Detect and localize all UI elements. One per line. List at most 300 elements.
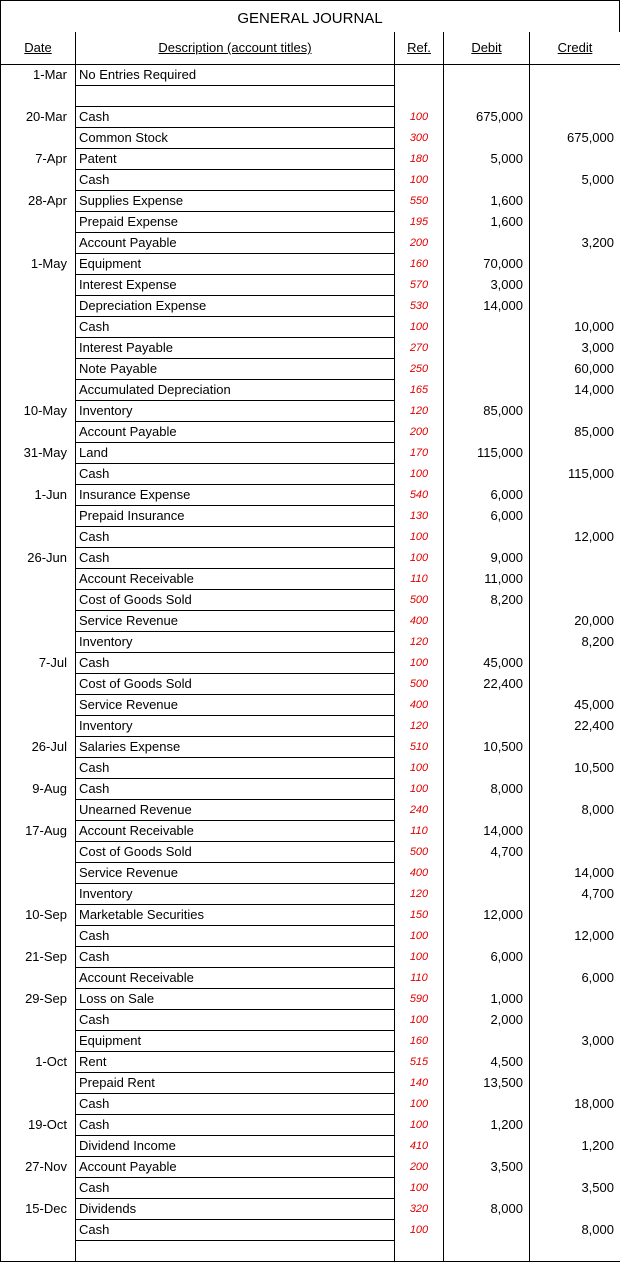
entry-date: 7-Jul [1, 652, 76, 673]
entry-date [1, 631, 76, 652]
table-row [1, 400, 620, 421]
entry-date: 10-Sep [1, 904, 76, 925]
ref-number: 400 [395, 862, 444, 883]
table-row [1, 1240, 620, 1261]
credit-amount [530, 274, 620, 295]
credit-amount [530, 505, 620, 526]
ref-number: 120 [395, 883, 444, 904]
account-title: Inventory [76, 883, 395, 904]
debit-amount [444, 358, 530, 379]
credit-amount [530, 1009, 620, 1030]
table-row [1, 190, 620, 211]
debit-amount [444, 799, 530, 820]
debit-amount [444, 337, 530, 358]
account-title: Salaries Expense [76, 736, 395, 757]
debit-amount [444, 925, 530, 946]
table-row [1, 589, 620, 610]
entry-date [1, 568, 76, 589]
credit-amount [530, 778, 620, 799]
ref-number: 100 [395, 1114, 444, 1135]
entry-date: 9-Aug [1, 778, 76, 799]
debit-amount: 14,000 [444, 820, 530, 841]
ref-number: 100 [395, 946, 444, 967]
entry-date [1, 841, 76, 862]
entry-date [1, 1177, 76, 1198]
credit-amount: 5,000 [530, 169, 620, 190]
debit-amount [444, 85, 530, 106]
entry-date [1, 883, 76, 904]
credit-amount [530, 1051, 620, 1072]
entry-date: 17-Aug [1, 820, 76, 841]
table-row [1, 337, 620, 358]
ref-number: 100 [395, 1093, 444, 1114]
entry-date [1, 169, 76, 190]
debit-amount: 1,000 [444, 988, 530, 1009]
account-title: Account Receivable [76, 820, 395, 841]
account-title: Cash [76, 463, 395, 484]
table-row [1, 820, 620, 841]
account-title: Loss on Sale [76, 988, 395, 1009]
ref-number: 500 [395, 589, 444, 610]
debit-amount [444, 862, 530, 883]
table-row [1, 1198, 620, 1219]
debit-amount: 1,600 [444, 211, 530, 232]
entry-date: 21-Sep [1, 946, 76, 967]
table-row [1, 106, 620, 127]
table-row [1, 631, 620, 652]
ref-number: 100 [395, 652, 444, 673]
account-title: Equipment [76, 253, 395, 274]
debit-amount [444, 715, 530, 736]
table-row [1, 484, 620, 505]
entry-date [1, 673, 76, 694]
table-row [1, 211, 620, 232]
credit-amount: 8,200 [530, 631, 620, 652]
debit-amount: 3,500 [444, 1156, 530, 1177]
ref-number: 270 [395, 337, 444, 358]
debit-amount [444, 1135, 530, 1156]
table-row [1, 295, 620, 316]
debit-amount [444, 232, 530, 253]
table-row [1, 1114, 620, 1135]
account-title [76, 85, 395, 106]
table-row [1, 253, 620, 274]
ref-number: 200 [395, 421, 444, 442]
credit-amount [530, 85, 620, 106]
ref-number: 120 [395, 400, 444, 421]
ref-number: 110 [395, 568, 444, 589]
table-row [1, 988, 620, 1009]
debit-amount: 3,000 [444, 274, 530, 295]
entry-date: 19-Oct [1, 1114, 76, 1135]
ref-number: 530 [395, 295, 444, 316]
credit-amount [530, 736, 620, 757]
account-title: Service Revenue [76, 610, 395, 631]
ref-number: 250 [395, 358, 444, 379]
table-row [1, 127, 620, 148]
header-row [1, 32, 620, 64]
debit-amount [444, 1240, 530, 1261]
credit-amount: 4,700 [530, 883, 620, 904]
credit-column-header: Credit [530, 32, 620, 64]
credit-amount: 60,000 [530, 358, 620, 379]
entry-date [1, 1219, 76, 1240]
entry-date [1, 211, 76, 232]
debit-amount [444, 1177, 530, 1198]
credit-amount: 675,000 [530, 127, 620, 148]
entry-date [1, 1093, 76, 1114]
debit-amount: 70,000 [444, 253, 530, 274]
ref-number: 240 [395, 799, 444, 820]
debit-amount [444, 610, 530, 631]
table-row [1, 1156, 620, 1177]
credit-amount [530, 1198, 620, 1219]
ref-number: 160 [395, 253, 444, 274]
entry-date: 7-Apr [1, 148, 76, 169]
debit-amount [444, 421, 530, 442]
credit-amount [530, 547, 620, 568]
ref-number: 100 [395, 547, 444, 568]
account-title: Cash [76, 757, 395, 778]
debit-amount: 45,000 [444, 652, 530, 673]
ref-number: 500 [395, 673, 444, 694]
debit-amount: 115,000 [444, 442, 530, 463]
table-row [1, 799, 620, 820]
debit-amount [444, 694, 530, 715]
table-row [1, 757, 620, 778]
table-row [1, 64, 620, 85]
entry-date [1, 421, 76, 442]
credit-amount: 45,000 [530, 694, 620, 715]
account-title: Common Stock [76, 127, 395, 148]
debit-amount [444, 1030, 530, 1051]
table-row [1, 85, 620, 106]
ref-number: 590 [395, 988, 444, 1009]
table-row [1, 1093, 620, 1114]
account-title: Cash [76, 925, 395, 946]
entry-date [1, 757, 76, 778]
account-title: Unearned Revenue [76, 799, 395, 820]
credit-amount [530, 652, 620, 673]
debit-amount: 6,000 [444, 505, 530, 526]
credit-amount [530, 442, 620, 463]
ref-number: 100 [395, 1219, 444, 1240]
credit-amount: 8,000 [530, 1219, 620, 1240]
account-title: Cash [76, 1177, 395, 1198]
ref-number: 100 [395, 316, 444, 337]
journal-table [0, 32, 620, 1262]
debit-amount [444, 883, 530, 904]
ref-number: 120 [395, 631, 444, 652]
table-row [1, 736, 620, 757]
table-row [1, 778, 620, 799]
entry-date [1, 967, 76, 988]
entry-date [1, 232, 76, 253]
account-title: Cash [76, 169, 395, 190]
entry-date: 15-Dec [1, 1198, 76, 1219]
credit-amount: 22,400 [530, 715, 620, 736]
table-row [1, 967, 620, 988]
table-row [1, 358, 620, 379]
debit-amount: 6,000 [444, 484, 530, 505]
table-row [1, 1009, 620, 1030]
ref-number: 300 [395, 127, 444, 148]
journal-title: GENERAL JOURNAL [0, 0, 620, 32]
debit-amount: 8,000 [444, 778, 530, 799]
table-row [1, 547, 620, 568]
account-title: Prepaid Insurance [76, 505, 395, 526]
entry-date [1, 1030, 76, 1051]
account-title: Rent [76, 1051, 395, 1072]
debit-amount [444, 967, 530, 988]
account-title: Cash [76, 778, 395, 799]
ref-number: 100 [395, 925, 444, 946]
table-row [1, 169, 620, 190]
ref-number: 160 [395, 1030, 444, 1051]
account-title: Cash [76, 1114, 395, 1135]
entry-date [1, 85, 76, 106]
credit-amount [530, 988, 620, 1009]
entry-date [1, 358, 76, 379]
debit-amount [444, 127, 530, 148]
entry-date: 1-Mar [1, 64, 76, 85]
credit-amount: 12,000 [530, 526, 620, 547]
table-row [1, 694, 620, 715]
debit-amount: 8,200 [444, 589, 530, 610]
credit-amount [530, 64, 620, 85]
ref-number: 320 [395, 1198, 444, 1219]
account-title: Cost of Goods Sold [76, 673, 395, 694]
credit-amount: 14,000 [530, 862, 620, 883]
table-row [1, 568, 620, 589]
ref-number [395, 64, 444, 85]
table-row [1, 505, 620, 526]
credit-amount [530, 1114, 620, 1135]
table-row [1, 232, 620, 253]
debit-amount: 675,000 [444, 106, 530, 127]
entry-date [1, 694, 76, 715]
entry-date [1, 715, 76, 736]
ref-number: 100 [395, 463, 444, 484]
ref-number: 100 [395, 526, 444, 547]
debit-amount [444, 379, 530, 400]
ref-number: 100 [395, 757, 444, 778]
credit-amount [530, 1240, 620, 1261]
debit-amount: 4,700 [444, 841, 530, 862]
entry-date: 31-May [1, 442, 76, 463]
credit-amount: 10,500 [530, 757, 620, 778]
ref-number: 515 [395, 1051, 444, 1072]
table-row [1, 925, 620, 946]
entry-date [1, 799, 76, 820]
table-row [1, 652, 620, 673]
credit-amount [530, 295, 620, 316]
entry-date [1, 316, 76, 337]
ref-number: 570 [395, 274, 444, 295]
credit-amount [530, 400, 620, 421]
entry-date [1, 610, 76, 631]
ref-number: 195 [395, 211, 444, 232]
entry-date: 20-Mar [1, 106, 76, 127]
ref-number: 120 [395, 715, 444, 736]
ref-number: 540 [395, 484, 444, 505]
entry-date [1, 925, 76, 946]
debit-amount: 1,600 [444, 190, 530, 211]
entry-date [1, 295, 76, 316]
ref-number: 140 [395, 1072, 444, 1093]
ref-number: 170 [395, 442, 444, 463]
credit-amount: 12,000 [530, 925, 620, 946]
ref-number: 150 [395, 904, 444, 925]
credit-amount [530, 1156, 620, 1177]
table-row [1, 379, 620, 400]
account-title: Dividends [76, 1198, 395, 1219]
entry-date [1, 274, 76, 295]
ref-number [395, 1240, 444, 1261]
ref-column-header: Ref. [395, 32, 444, 64]
table-row [1, 610, 620, 631]
account-title: Cash [76, 652, 395, 673]
ref-number: 500 [395, 841, 444, 862]
account-title: Cash [76, 316, 395, 337]
ref-number: 510 [395, 736, 444, 757]
credit-amount [530, 484, 620, 505]
ref-number: 130 [395, 505, 444, 526]
table-row [1, 1177, 620, 1198]
table-row [1, 946, 620, 967]
entry-date: 1-May [1, 253, 76, 274]
debit-column-header: Debit [444, 32, 530, 64]
account-title: Cash [76, 526, 395, 547]
account-title: Cash [76, 1219, 395, 1240]
entry-date: 10-May [1, 400, 76, 421]
account-title: Service Revenue [76, 862, 395, 883]
ref-number: 110 [395, 820, 444, 841]
credit-amount: 10,000 [530, 316, 620, 337]
debit-amount [444, 169, 530, 190]
account-title: Cost of Goods Sold [76, 841, 395, 862]
credit-amount [530, 568, 620, 589]
credit-amount: 20,000 [530, 610, 620, 631]
ref-number: 100 [395, 1009, 444, 1030]
account-title: Service Revenue [76, 694, 395, 715]
table-row [1, 1219, 620, 1240]
debit-amount [444, 64, 530, 85]
debit-amount: 10,500 [444, 736, 530, 757]
entry-date [1, 526, 76, 547]
ref-number: 100 [395, 169, 444, 190]
entry-date: 29-Sep [1, 988, 76, 1009]
debit-amount [444, 1219, 530, 1240]
entry-date [1, 463, 76, 484]
table-row [1, 274, 620, 295]
debit-amount: 12,000 [444, 904, 530, 925]
credit-amount: 115,000 [530, 463, 620, 484]
credit-amount: 1,200 [530, 1135, 620, 1156]
debit-amount: 4,500 [444, 1051, 530, 1072]
ref-number: 100 [395, 106, 444, 127]
debit-amount [444, 631, 530, 652]
credit-amount: 3,500 [530, 1177, 620, 1198]
entry-date: 1-Jun [1, 484, 76, 505]
ref-number: 180 [395, 148, 444, 169]
entry-date: 28-Apr [1, 190, 76, 211]
account-title [76, 1240, 395, 1261]
account-title: Supplies Expense [76, 190, 395, 211]
credit-amount [530, 190, 620, 211]
account-title: Marketable Securities [76, 904, 395, 925]
credit-amount [530, 946, 620, 967]
table-row [1, 442, 620, 463]
table-row [1, 421, 620, 442]
debit-amount: 2,000 [444, 1009, 530, 1030]
account-title: Land [76, 442, 395, 463]
account-title: Cash [76, 106, 395, 127]
entry-date [1, 127, 76, 148]
credit-amount [530, 1072, 620, 1093]
entry-date [1, 505, 76, 526]
debit-amount: 85,000 [444, 400, 530, 421]
journal-body [1, 64, 620, 1261]
table-row [1, 316, 620, 337]
credit-amount [530, 820, 620, 841]
table-row [1, 883, 620, 904]
account-title: Patent [76, 148, 395, 169]
ref-number: 410 [395, 1135, 444, 1156]
date-column-header: Date [1, 32, 76, 64]
description-column-header: Description (account titles) [76, 32, 395, 64]
table-row [1, 148, 620, 169]
account-title: Cash [76, 1093, 395, 1114]
ref-number: 110 [395, 967, 444, 988]
table-row [1, 904, 620, 925]
ref-number: 400 [395, 610, 444, 631]
account-title: Interest Expense [76, 274, 395, 295]
credit-amount: 6,000 [530, 967, 620, 988]
credit-amount: 3,000 [530, 337, 620, 358]
debit-amount [444, 1093, 530, 1114]
account-title: Cash [76, 1009, 395, 1030]
ref-number: 400 [395, 694, 444, 715]
credit-amount [530, 211, 620, 232]
table-row [1, 715, 620, 736]
account-title: Account Payable [76, 1156, 395, 1177]
credit-amount: 14,000 [530, 379, 620, 400]
debit-amount: 13,500 [444, 1072, 530, 1093]
debit-amount [444, 757, 530, 778]
debit-amount: 1,200 [444, 1114, 530, 1135]
account-title: Account Payable [76, 232, 395, 253]
credit-amount [530, 589, 620, 610]
entry-date: 27-Nov [1, 1156, 76, 1177]
account-title: Interest Payable [76, 337, 395, 358]
credit-amount [530, 904, 620, 925]
entry-date: 26-Jul [1, 736, 76, 757]
account-title: Equipment [76, 1030, 395, 1051]
table-row [1, 526, 620, 547]
account-title: Accumulated Depreciation [76, 379, 395, 400]
debit-amount: 5,000 [444, 148, 530, 169]
account-title: Account Payable [76, 421, 395, 442]
table-row [1, 862, 620, 883]
credit-amount [530, 253, 620, 274]
account-title: Prepaid Rent [76, 1072, 395, 1093]
credit-amount: 18,000 [530, 1093, 620, 1114]
debit-amount: 8,000 [444, 1198, 530, 1219]
account-title: Inventory [76, 400, 395, 421]
table-row [1, 841, 620, 862]
credit-amount: 3,000 [530, 1030, 620, 1051]
